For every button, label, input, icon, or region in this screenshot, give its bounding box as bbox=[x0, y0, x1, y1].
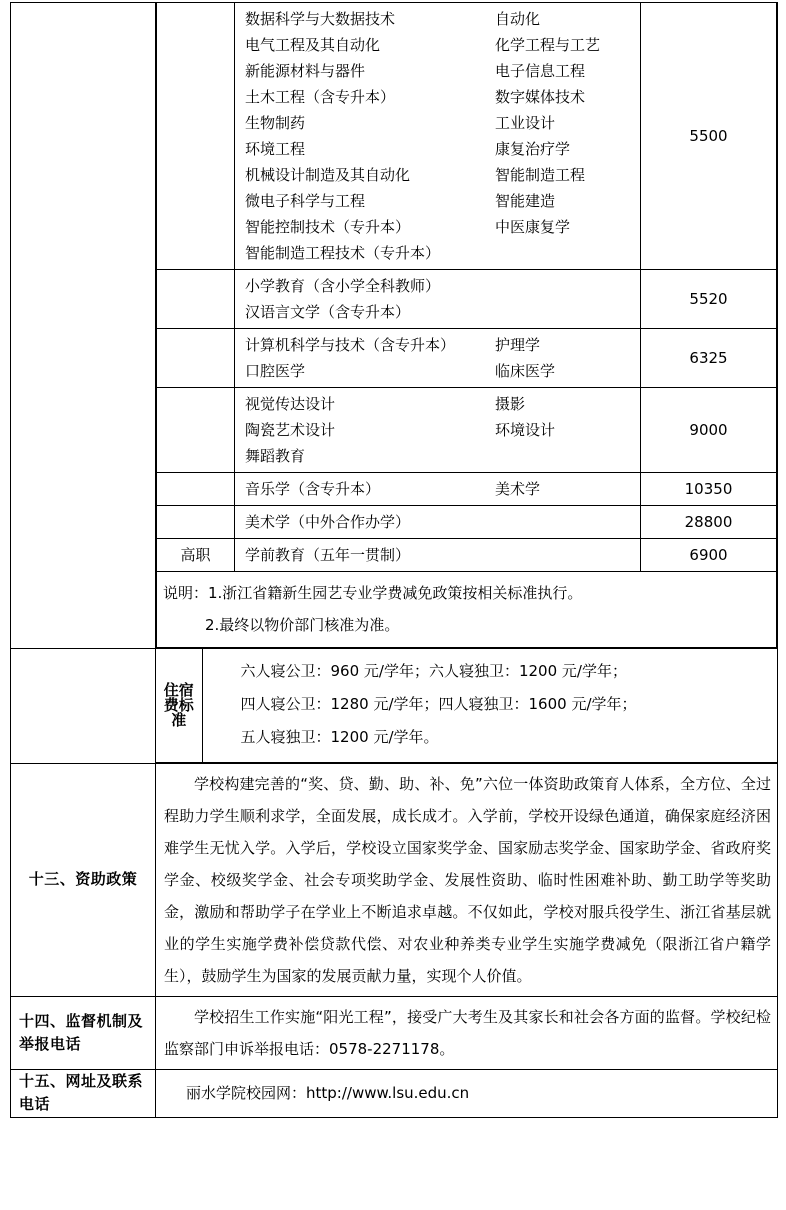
tuition-note-row bbox=[157, 572, 777, 648]
dorm-left-spacer bbox=[11, 649, 156, 764]
major-name: 机械设计制造及其自动化 bbox=[245, 166, 411, 184]
major-name: 美术学（中外合作办学） bbox=[245, 513, 411, 531]
level-cell bbox=[157, 388, 235, 473]
major-name: 中医康复学 bbox=[495, 218, 571, 236]
major-name bbox=[495, 240, 640, 266]
list-item bbox=[245, 509, 640, 535]
majors-cell bbox=[235, 3, 641, 270]
tuition-fee-body bbox=[157, 3, 777, 648]
major-name: 工业设计 bbox=[495, 114, 556, 132]
tuition-block-row bbox=[11, 3, 778, 649]
level-cell bbox=[157, 506, 235, 539]
table-row bbox=[157, 270, 777, 329]
website-line: 丽水学院校园网：http://www.lsu.edu.cn bbox=[186, 1084, 470, 1103]
dorm-fee-label bbox=[156, 649, 202, 763]
section-label-line: 十三、资助政策 bbox=[28, 870, 138, 889]
section-body-website bbox=[156, 1070, 778, 1118]
table-body bbox=[11, 3, 778, 1118]
list-item bbox=[245, 240, 640, 266]
list-item bbox=[245, 162, 640, 188]
paragraph: 学校招生工作实施“阳光工程”，接受广大考生及其家长和社会各方面的监督。学校纪检监察部门申诉举报电话：0578-2271178。 bbox=[164, 1008, 771, 1058]
dorm-fee-body bbox=[156, 649, 777, 763]
section-label-line: 电话 bbox=[19, 1095, 51, 1114]
section-row-financial-aid bbox=[11, 764, 778, 997]
dorm-content-cell bbox=[156, 649, 778, 764]
section-label-line: 十四、监督机制及 bbox=[19, 1011, 144, 1030]
majors-list bbox=[235, 270, 640, 328]
fee-cell: 10350 bbox=[641, 473, 777, 506]
list-item bbox=[245, 84, 640, 110]
tuition-fee-table bbox=[156, 3, 777, 648]
list-item bbox=[245, 110, 640, 136]
major-name: 智能控制技术（专升本） bbox=[245, 218, 411, 236]
major-name: 音乐学（含专升本） bbox=[245, 480, 381, 498]
fee-cell: 5520 bbox=[641, 270, 777, 329]
major-name: 微电子科学与工程 bbox=[245, 192, 366, 210]
list-item bbox=[245, 188, 640, 214]
majors-list bbox=[235, 539, 640, 571]
major-name bbox=[495, 299, 640, 325]
major-name: 护理学 bbox=[495, 336, 541, 354]
majors-list bbox=[235, 506, 640, 538]
major-name: 小学教育（含小学全科教师） bbox=[245, 277, 441, 295]
dorm-fee-row bbox=[11, 649, 778, 764]
fee-cell: 5500 bbox=[641, 3, 777, 270]
tuition-block-content bbox=[156, 3, 778, 649]
fee-cell: 6900 bbox=[641, 539, 777, 572]
major-name: 汉语言文学（含专升本） bbox=[245, 303, 411, 321]
level-cell bbox=[157, 473, 235, 506]
financial-aid-paragraph-wrap bbox=[156, 764, 777, 996]
list-item bbox=[245, 332, 640, 358]
tuition-note bbox=[157, 572, 776, 647]
level-cell bbox=[157, 3, 235, 270]
major-name: 美术学 bbox=[495, 480, 541, 498]
dorm-fee-values bbox=[203, 649, 778, 762]
admissions-brochure-table bbox=[10, 2, 778, 1118]
list-item bbox=[245, 273, 640, 299]
level-cell bbox=[157, 270, 235, 329]
paragraph: 学校构建完善的“奖、贷、勤、助、补、免”六位一体资助政策育人体系，全方位、全过程助力学生顺利求学，全面发展，成长成才。入学前，学校开设绿色通道，确保家庭经济困难学生无忧入学。入学后，学校设立国家奖学金、国家励志奖学金、国家助学金、省政府奖学金、校级奖学金、社会专项奖助学金、发展性资助、临时性困难补助、勤工助学等奖助金，激励和帮助学子在学业上不断追求卓越。不仅如此，学校对服兵役学生、浙江省基层就业的学生实施学费补偿贷款代偿、对农业种养类专业学生实施学费减免（限浙江省户籍学生），鼓励学生为国家的发展贡献力量，实现个人价值。 bbox=[164, 775, 771, 985]
major-name bbox=[495, 542, 640, 568]
major-name: 计算机科学与技术（含专升本） bbox=[245, 336, 456, 354]
table-row bbox=[157, 388, 777, 473]
table-row bbox=[157, 539, 777, 572]
major-name: 化学工程与工艺 bbox=[495, 36, 601, 54]
major-name: 口腔医学 bbox=[245, 362, 306, 380]
dorm-label-line: 住宿 bbox=[163, 681, 194, 699]
major-name: 智能制造工程技术（专升本） bbox=[245, 244, 441, 262]
major-name: 陶瓷艺术设计 bbox=[245, 421, 336, 439]
fee-cell: 6325 bbox=[641, 329, 777, 388]
fee-cell: 28800 bbox=[641, 506, 777, 539]
major-name: 数据科学与大数据技术 bbox=[245, 10, 396, 28]
supervision-paragraph-wrap bbox=[156, 997, 777, 1069]
majors-cell bbox=[235, 388, 641, 473]
major-name: 摄影 bbox=[495, 395, 526, 413]
majors-list bbox=[235, 473, 640, 505]
major-name bbox=[495, 509, 640, 535]
section-row-website bbox=[11, 1070, 778, 1118]
list-item bbox=[245, 476, 640, 502]
list-item bbox=[245, 6, 640, 32]
major-name: 临床医学 bbox=[495, 362, 556, 380]
table-row bbox=[157, 473, 777, 506]
majors-list bbox=[235, 329, 640, 387]
dorm-fee-line: 六人寝公卫：960 元/学年；六人寝独卫：1200 元/学年； bbox=[240, 662, 627, 680]
list-item bbox=[245, 136, 640, 162]
major-name: 学前教育（五年一贯制） bbox=[245, 546, 411, 564]
list-item bbox=[245, 299, 640, 325]
section-label-website bbox=[11, 1070, 156, 1118]
major-name: 电子信息工程 bbox=[495, 62, 586, 80]
list-item bbox=[245, 542, 640, 568]
majors-cell bbox=[235, 506, 641, 539]
table-row bbox=[157, 3, 777, 270]
major-name bbox=[495, 273, 640, 299]
major-name: 康复治疗学 bbox=[495, 140, 571, 158]
section-body-financial-aid bbox=[156, 764, 778, 997]
table-row bbox=[157, 506, 777, 539]
majors-cell bbox=[235, 473, 641, 506]
major-name bbox=[495, 443, 640, 469]
section-row-supervision bbox=[11, 997, 778, 1070]
section-label-financial-aid bbox=[11, 764, 156, 997]
list-item bbox=[245, 417, 640, 443]
list-item bbox=[245, 443, 640, 469]
major-name: 舞蹈教育 bbox=[245, 447, 306, 465]
majors-cell bbox=[235, 329, 641, 388]
dorm-fee-table bbox=[156, 649, 777, 763]
section-label-supervision bbox=[11, 997, 156, 1070]
major-name: 环境设计 bbox=[495, 421, 556, 439]
dorm-fee-line: 四人寝公卫：1280 元/学年；四人寝独卫：1600 元/学年； bbox=[240, 695, 637, 713]
website-paragraph-wrap bbox=[156, 1073, 777, 1113]
major-name: 土木工程（含专升本） bbox=[245, 88, 396, 106]
level-cell bbox=[157, 329, 235, 388]
list-item bbox=[245, 391, 640, 417]
list-item bbox=[245, 58, 640, 84]
dorm-label-line: 准 bbox=[171, 711, 187, 729]
level-cell: 高职 bbox=[157, 539, 235, 572]
fee-cell: 9000 bbox=[641, 388, 777, 473]
tuition-block-left-spacer bbox=[11, 3, 156, 649]
major-name: 自动化 bbox=[495, 10, 541, 28]
dorm-fee-values-cell bbox=[202, 649, 777, 763]
section-body-supervision bbox=[156, 997, 778, 1070]
list-item bbox=[245, 214, 640, 240]
major-name: 智能制造工程 bbox=[495, 166, 586, 184]
majors-cell bbox=[235, 270, 641, 329]
majors-list bbox=[235, 388, 640, 472]
major-name: 电气工程及其自动化 bbox=[245, 36, 381, 54]
list-item bbox=[245, 358, 640, 384]
major-name: 视觉传达设计 bbox=[245, 395, 336, 413]
major-name: 新能源材料与器件 bbox=[245, 62, 366, 80]
majors-cell bbox=[235, 539, 641, 572]
table-row bbox=[157, 329, 777, 388]
dorm-fee-line: 五人寝独卫：1200 元/学年。 bbox=[240, 728, 439, 746]
list-item bbox=[245, 32, 640, 58]
section-label-line: 十五、网址及联系 bbox=[19, 1072, 144, 1090]
dorm-label-line: 费标 bbox=[163, 696, 194, 714]
majors-list bbox=[235, 3, 640, 269]
major-name: 生物制药 bbox=[245, 114, 306, 132]
major-name: 数字媒体技术 bbox=[495, 88, 586, 106]
tuition-note-cell bbox=[157, 572, 777, 648]
major-name: 环境工程 bbox=[245, 140, 306, 158]
table-row bbox=[156, 649, 777, 763]
section-label-line: 举报电话 bbox=[19, 1035, 82, 1053]
major-name: 智能建造 bbox=[495, 192, 556, 210]
note-line: 说明：1.浙江省籍新生园艺专业学费减免政策按相关标准执行。 bbox=[163, 584, 583, 602]
note-line: 2.最终以物价部门核准为准。 bbox=[205, 616, 400, 634]
